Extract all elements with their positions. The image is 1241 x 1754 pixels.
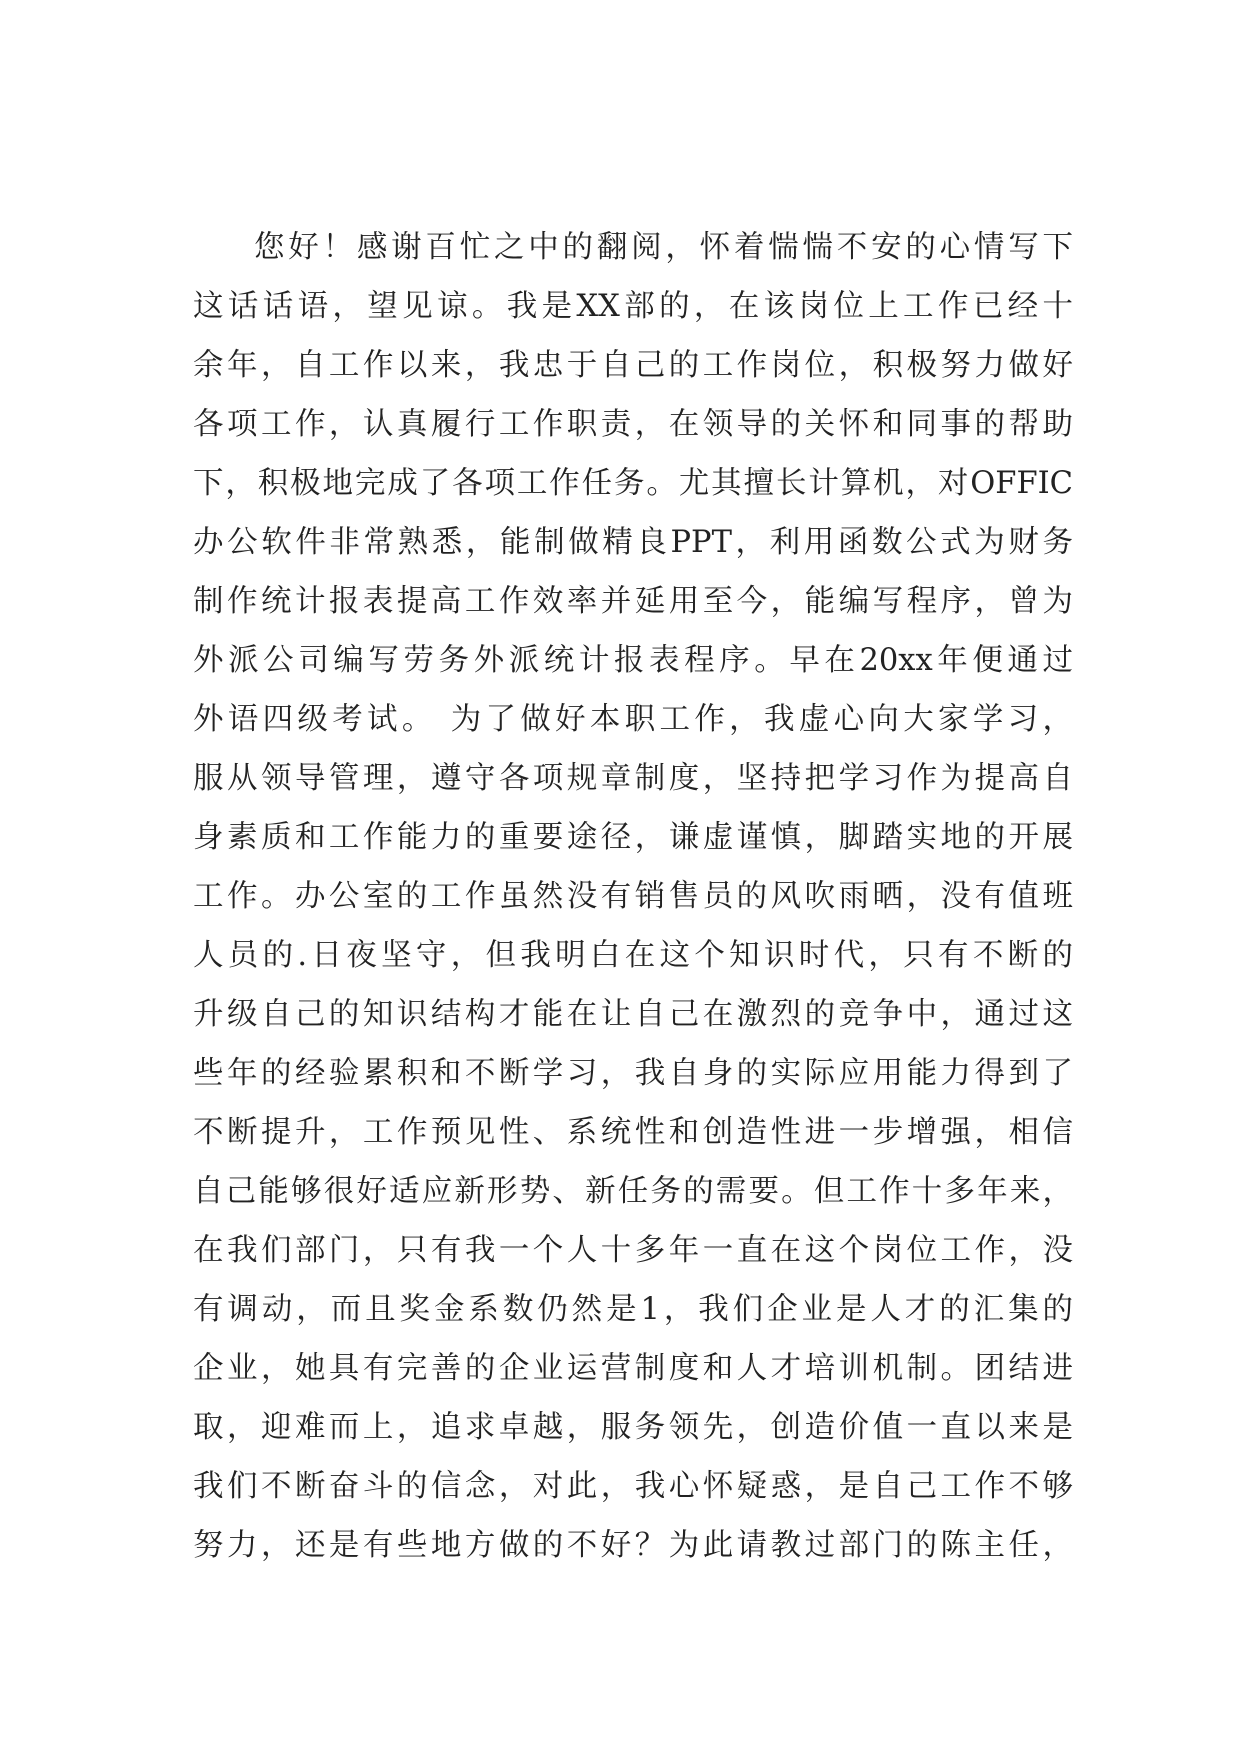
- text-line: 各项工作，认真履行工作职责，在领导的关怀和同事的帮助: [193, 407, 1073, 442]
- text-line: 身素质和工作能力的重要途径，谦虚谨慎，脚踏实地的开展: [193, 820, 1073, 855]
- text-line: 外派公司编写劳务外派统计报表程序。早在20xx年便通过: [193, 643, 1073, 678]
- text-line: 人员的.日夜坚守，但我明白在这个知识时代，只有不断的: [193, 938, 1073, 973]
- text-line: 工作。办公室的工作虽然没有销售员的风吹雨晒，没有值班: [193, 879, 1073, 914]
- text-line: 升级自己的知识结构才能在让自己在激烈的竞争中，通过这: [193, 997, 1073, 1032]
- text-line: 取，迎难而上，追求卓越，服务领先，创造价值一直以来是: [193, 1410, 1073, 1445]
- text-line: 我们不断奋斗的信念，对此，我心怀疑惑，是自己工作不够: [193, 1469, 1073, 1504]
- text-line: 您好！感谢百忙之中的翻阅，怀着惴惴不安的心情写下: [254, 230, 1073, 265]
- text-line: 服从领导管理，遵守各项规章制度，坚持把学习作为提高自: [193, 761, 1073, 796]
- text-line: 自己能够很好适应新形势、新任务的需要。但工作十多年来，: [193, 1174, 1073, 1209]
- text-line: 办公软件非常熟悉，能制做精良PPT，利用函数公式为财务: [193, 525, 1073, 560]
- text-line: 不断提升，工作预见性、系统性和创造性进一步增强，相信: [193, 1115, 1073, 1150]
- text-line: 余年，自工作以来，我忠于自己的工作岗位，积极努力做好: [193, 348, 1073, 383]
- text-line: 这话话语，望见谅。我是XX部的，在该岗位上工作已经十: [193, 289, 1073, 324]
- text-line: 下，积极地完成了各项工作任务。尤其擅长计算机，对OFFIC: [193, 466, 1073, 501]
- text-line: 些年的经验累积和不断学习，我自身的实际应用能力得到了: [193, 1056, 1073, 1091]
- text-line: 有调动，而且奖金系数仍然是1，我们企业是人才的汇集的: [193, 1292, 1073, 1327]
- text-line: 外语四级考试。 为了做好本职工作，我虚心向大家学习，: [193, 702, 1073, 737]
- text-line: 在我们部门，只有我一个人十多年一直在这个岗位工作，没: [193, 1233, 1073, 1268]
- body-paragraph: [193, 218, 1073, 1575]
- text-line: 努力，还是有些地方做的不好？为此请教过部门的陈主任，: [193, 1528, 1073, 1563]
- text-line: 制作统计报表提高工作效率并延用至今，能编写程序，曾为: [193, 584, 1073, 619]
- text-line: 企业，她具有完善的企业运营制度和人才培训机制。团结进: [193, 1351, 1073, 1386]
